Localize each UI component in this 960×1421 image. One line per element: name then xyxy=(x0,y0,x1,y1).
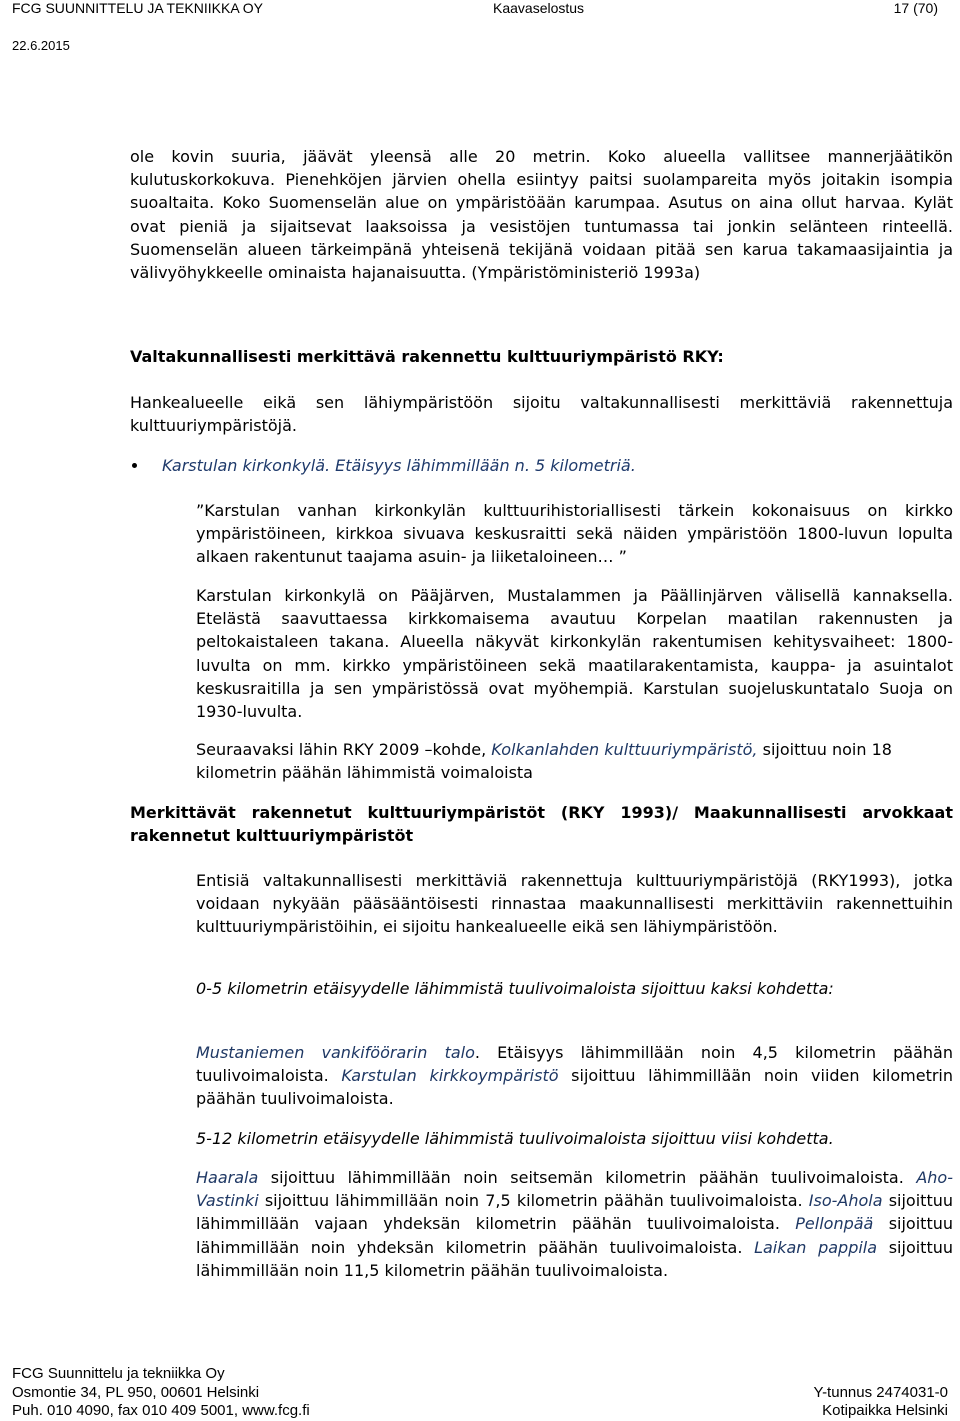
bullet-dot xyxy=(132,463,137,468)
header-title: Kaavaselostus xyxy=(493,0,585,16)
link-pellonpaa[interactable]: Pellonpää xyxy=(795,1214,874,1234)
bullet-karstula: Karstulan kirkonkylä. Etäisyys lähimmillään n. 5 kilometriä. xyxy=(162,456,636,475)
header-page-number: 17 (70) xyxy=(893,0,938,16)
heading-merkittavat: Merkittävät rakennetut kulttuuriympäristöt (RKY 1993)/ Maakunnallisesti arvokkaat rakennetut kulttuuriympäristöt xyxy=(130,803,953,846)
page-footer xyxy=(0,1358,960,1421)
footer-address: Osmontie 34, PL 950, 00601 Helsinki xyxy=(12,1384,260,1401)
link-haarala[interactable]: Haarala xyxy=(196,1168,259,1187)
link-laikan-pappila[interactable]: Laikan pappila xyxy=(754,1237,878,1257)
page-header xyxy=(0,0,960,53)
paragraph-hankealue: Hankealueelle eikä sen lähiympäristöön sijoitu valtakunnallisesti merkittäviä rakennettuja kulttuuriympäristöjä. xyxy=(130,393,953,436)
quote-karstula: ”Karstulan vanhan kirkonkylän kulttuurihistoriallisesti tärkein kokonaisuus on kirkko ympäristöineen, kirkkoa sivuava keskusraitti sekä näiden ympäristöön 1800-luvun lopulta alkaen rakentunut taajama asuin- ja liiketaloineen… ” xyxy=(196,501,953,567)
site2-text: sijoittuu lähimmillään noin viiden kilometrin päähän tuulivoimaloista. xyxy=(196,1066,954,1109)
paragraph-sites-near xyxy=(196,1041,953,1111)
s7-text: sijoittuu lähimmillään noin 11,5 kilometrin päähän tuulivoimaloista. xyxy=(196,1237,954,1280)
header-company: FCG SUUNNITTELU JA TEKNIIKKA OY xyxy=(12,0,264,16)
footer-ytunnus: Y-tunnus 2474031-0 xyxy=(813,1384,948,1401)
s4-text: sijoittuu lähimmillään noin 7,5 kilometrin päähän tuulivoimaloista. xyxy=(258,1191,809,1211)
link-aho-vastinki[interactable]: Aho-Vastinki xyxy=(196,1168,953,1211)
paragraph-karstula: Karstulan kirkonkylä on Pääjärven, Mustalammen ja Päällinjärven välisellä kannaksella. Etelästä saavuttaessa kirkkomaisema avautuu Korpelan maatilan rakennusten ja peltokaistaleen takana. Alueella näkyvät kirkonkylän rakentumisen kehitysvaiheet: 1800-luvulta on mm. kirkko ympäristöineen sekä maatilarakentamista, kauppa- ja asuintalot keskusraitilla ja sen ympäristössä ovat myöhempiä. Karstulan suojeluskuntatalo Suoja on 1930-luvulta. xyxy=(196,586,953,722)
next-rky-post: sijoittuu noin 18 kilometrin päähän lähimmistä voimaloista xyxy=(196,740,892,783)
link-kolkanlahti[interactable]: Kolkanlahden kulttuuriympäristö, xyxy=(491,740,758,759)
s5-text: sijoittuu lähimmillään vajaan yhdeksän kilometrin päähän tuulivoimaloista. xyxy=(196,1191,953,1234)
link-iso-ahola[interactable]: Iso-Ahola xyxy=(808,1191,883,1211)
paragraph-suomenselka: ole kovin suuria, jäävät yleensä alle 20 metrin. Koko alueella vallitsee mannerjäätikön kulutuskorkokuva. Pienehköjen järvien ohella esiintyy paitsi suolampareita myös joitakin isompia suoaltaita. Koko Suomenselän alue on ympäristöään karumpaa. Asutus on aina ollut harvaa. Kylät ovat pieniä ja sijaitsevat laaksoissa ja vesistöjen tuntumassa tai jonkin selänteen rinteellä. Suomenselän alueen tärkeimpänä yhteisenä tekijänä voidaan pitää sen karua takamaasijaintia ja välivyöhykkeelle ominaista hajanaisuutta. (Ympäristöministeriö 1993a) xyxy=(130,147,953,283)
next-rky-pre: Seuraavaksi lähin RKY 2009 –kohde, xyxy=(196,740,492,759)
link-mustaniemi[interactable]: Mustaniemen vankiföörarin talo xyxy=(196,1043,475,1062)
s3-text: sijoittuu lähimmillään noin seitsemän kilometrin päähän tuulivoimaloista. xyxy=(258,1168,917,1187)
paragraph-next-rky xyxy=(196,738,953,784)
site1-text: . Etäisyys lähimmillään noin 4,5 kilometrin päähän tuulivoimaloista. xyxy=(196,1043,953,1086)
heading-rky: Valtakunnallisesti merkittävä rakennettu kulttuuriympäristö RKY: xyxy=(130,347,724,366)
paragraph-sites-far xyxy=(196,1166,953,1282)
range-0-5: 0-5 kilometrin etäisyydelle lähimmistä tuulivoimaloista sijoittuu kaksi kohdetta: xyxy=(196,979,834,998)
footer-kotipaikka: Kotipaikka Helsinki xyxy=(822,1402,948,1419)
link-karstula-kirkko[interactable]: Karstulan kirkkoympäristö xyxy=(341,1066,559,1086)
s6-text: sijoittuu lähimmillään noin yhdeksän kilometrin päähän tuulivoimaloista. xyxy=(196,1214,953,1257)
header-date: 22.6.2015 xyxy=(12,38,70,53)
footer-phone: Puh. 010 4090, fax 010 409 5001, www.fcg.fi xyxy=(12,1402,310,1419)
paragraph-entisia: Entisiä valtakunnallisesti merkittäviä rakennettuja kulttuuriympäristöjä (RKY1993), jotka voidaan nykyään pääsääntöisesti rinnastaa maakunnallisesti merkittäviin rakennettuihin kulttuuriympäristöihin, ei sijoitu hankealueelle eikä sen lähiympäristöön. xyxy=(196,871,953,937)
range-5-12: 5-12 kilometrin etäisyydelle lähimmistä tuulivoimaloista sijoittuu viisi kohdetta. xyxy=(196,1129,834,1148)
footer-company: FCG Suunnittelu ja tekniikka Oy xyxy=(12,1365,225,1382)
